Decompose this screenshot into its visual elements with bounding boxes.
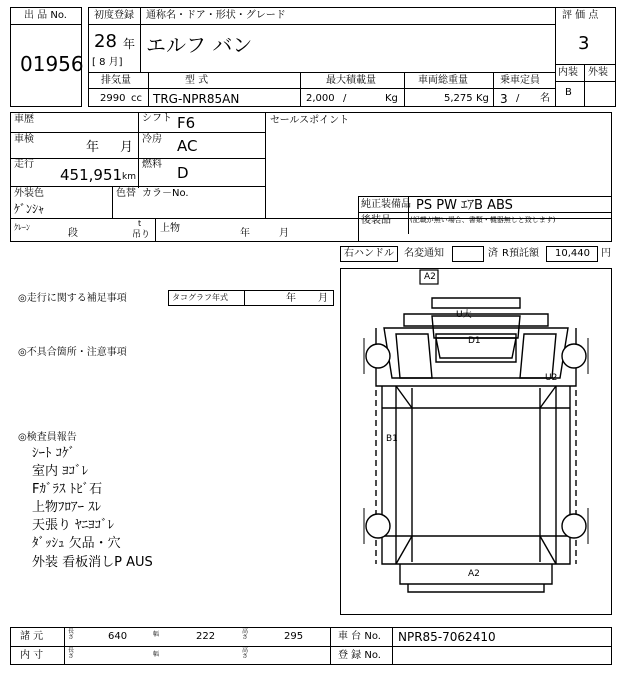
capacity: 3 — [500, 92, 508, 106]
crane-lift-label: 吊り — [132, 230, 151, 240]
mileage-label: 走行 — [14, 159, 34, 170]
mark-a2-top: A2 — [424, 272, 436, 282]
mark-d1: D1 — [468, 336, 481, 346]
max-load-separator: / — [343, 93, 347, 104]
model-name: エルフ バン — [146, 33, 253, 57]
accessories-label: 後装品 — [361, 215, 391, 226]
max-load: 2,000 — [306, 93, 335, 104]
inspector-line-3: Fｶﾞﾗｽ ﾄﾋﾞ石 — [32, 482, 103, 497]
gross-weight-unit: Kg — [476, 93, 489, 104]
mark-u2: U2 — [545, 373, 558, 383]
length-label: 長さ — [68, 628, 75, 641]
interior-width-label: 幅 — [153, 651, 160, 658]
displacement-unit: cc — [131, 93, 142, 104]
chassis-number: NPR85-7062410 — [398, 630, 496, 644]
model-code: TRG-NPR85AN — [153, 92, 240, 106]
interior-height-label: 高さ — [242, 647, 249, 660]
displacement-label: 排気量 — [101, 75, 131, 86]
selling-points-label: セールスポイント — [270, 115, 350, 126]
interior-length-label: 長さ — [68, 647, 75, 660]
evaluation-label: 評 価 点 — [562, 10, 599, 21]
inspector-line-6: ﾀﾞｯｼｭ 欠品・穴 — [32, 536, 121, 551]
loading-month: 月 — [279, 228, 289, 239]
displacement: 2990 — [100, 93, 126, 104]
crane-steps-unit: 段 — [68, 228, 78, 239]
exterior-grade-label: 外装 — [588, 67, 608, 78]
fuel-label: 燃料 — [142, 159, 162, 170]
recycle-deposit-label: R預託額 — [502, 248, 539, 259]
specs-label: 諸 元 — [20, 631, 44, 642]
name-change-label: 名変通知 — [404, 248, 444, 259]
vehicle-diagram — [340, 268, 612, 615]
exterior-color: ｹﾞﾝｼｬ — [14, 202, 45, 216]
right-hand-drive-label: 右ハンドル — [344, 248, 394, 259]
inspector-line-1: ｼｰﾄ ｺｹﾞ — [32, 446, 76, 461]
width-value: 222 — [196, 631, 216, 642]
inspection-month-unit: 月 — [120, 140, 134, 155]
height-value: 295 — [284, 631, 304, 642]
loading-label: 上物 — [160, 223, 180, 234]
mark-a2-bottom: A2 — [468, 569, 480, 579]
name-change-box — [452, 246, 484, 262]
loading-year: 年 — [240, 228, 250, 239]
ac-label: 冷房 — [142, 134, 162, 145]
inspector-line-4: 上物ﾌﾛｱｰ ｽﾚ — [32, 500, 102, 515]
evaluation-score: 3 — [578, 33, 590, 54]
length-value: 640 — [108, 631, 128, 642]
vehicle-history-label: 車歴 — [14, 114, 34, 125]
mileage: 451,951 — [60, 166, 123, 184]
interior-grade: B — [565, 87, 572, 98]
width-label: 幅 — [153, 631, 160, 638]
color-code-label: カラ－No. — [142, 188, 189, 199]
mark-u-large: U大 — [456, 310, 472, 320]
accessories-note: (記載が無い場合、書類・機器無しと致します) — [410, 216, 556, 224]
lot-number: 01956 — [20, 52, 84, 76]
driving-notes-label: ◎走行に関する補足事項 — [18, 293, 127, 304]
registration-year-unit: 年 — [123, 37, 136, 51]
ac: AC — [177, 137, 198, 155]
shift-label: シフト — [142, 113, 172, 124]
interior-grade-label: 内装 — [558, 67, 578, 78]
recycle-deposit-unit: 円 — [601, 248, 611, 259]
model-code-label: 型 式 — [185, 75, 209, 86]
capacity-separator: / — [516, 93, 520, 104]
gross-weight: 5,275 — [444, 93, 473, 104]
crane-tons-unit: t — [138, 219, 142, 228]
registration-year: 28 — [94, 31, 117, 52]
equipment: PS PW ｴｱB ABS — [416, 198, 513, 213]
inspector-line-5: 天張り ﾔﾆﾖｺﾞﾚ — [32, 518, 115, 533]
interior-dims-label: 内 寸 — [20, 650, 44, 661]
shift: F6 — [177, 114, 196, 132]
registration-number-label: 登 録 No. — [338, 650, 381, 661]
inspection-label: 車検 — [14, 134, 34, 145]
height-label: 高さ — [242, 628, 249, 641]
exterior-color-label: 外装色 — [14, 188, 44, 199]
mileage-unit: km — [122, 172, 136, 182]
registration-month: [ 8 月] — [92, 57, 123, 68]
model-name-label: 通称名・ドア・形状・グレード — [146, 10, 286, 21]
recycle-done-label: 済 — [488, 248, 498, 259]
capacity-label: 乗車定員 — [500, 75, 540, 86]
max-load-label: 最大積載量 — [326, 75, 376, 86]
crane-label: ｸﾚｰﾝ — [14, 223, 30, 232]
recycle-deposit: 10,440 — [555, 248, 590, 259]
inspection-year-unit: 年 — [86, 140, 100, 155]
lot-number-label: 出 品 No. — [24, 10, 67, 21]
capacity-unit: 名 — [540, 93, 550, 104]
equipment-label: 純正装備品 — [361, 199, 411, 210]
inspector-line-7: 外装 看板消しP AUS — [32, 555, 153, 570]
inspector-report-label: ◎検査員報告 — [18, 432, 77, 443]
color-change-label: 色替 — [116, 188, 136, 199]
gross-weight-label: 車両総重量 — [418, 75, 468, 86]
inspector-line-2: 室内 ﾖｺﾞﾚ — [32, 464, 89, 479]
tachograph-year: 年 — [286, 293, 296, 304]
defects-label: ◎不具合箇所・注意事項 — [18, 347, 127, 358]
tachograph-month: 月 — [318, 293, 328, 304]
chassis-label: 車 台 No. — [338, 631, 381, 642]
fuel: D — [177, 164, 189, 182]
max-load-unit: Kg — [385, 93, 398, 104]
mark-b1: B1 — [386, 434, 398, 444]
tachograph-label: タコグラフ年式 — [172, 293, 228, 302]
first-registration-label: 初度登録 — [94, 10, 134, 21]
